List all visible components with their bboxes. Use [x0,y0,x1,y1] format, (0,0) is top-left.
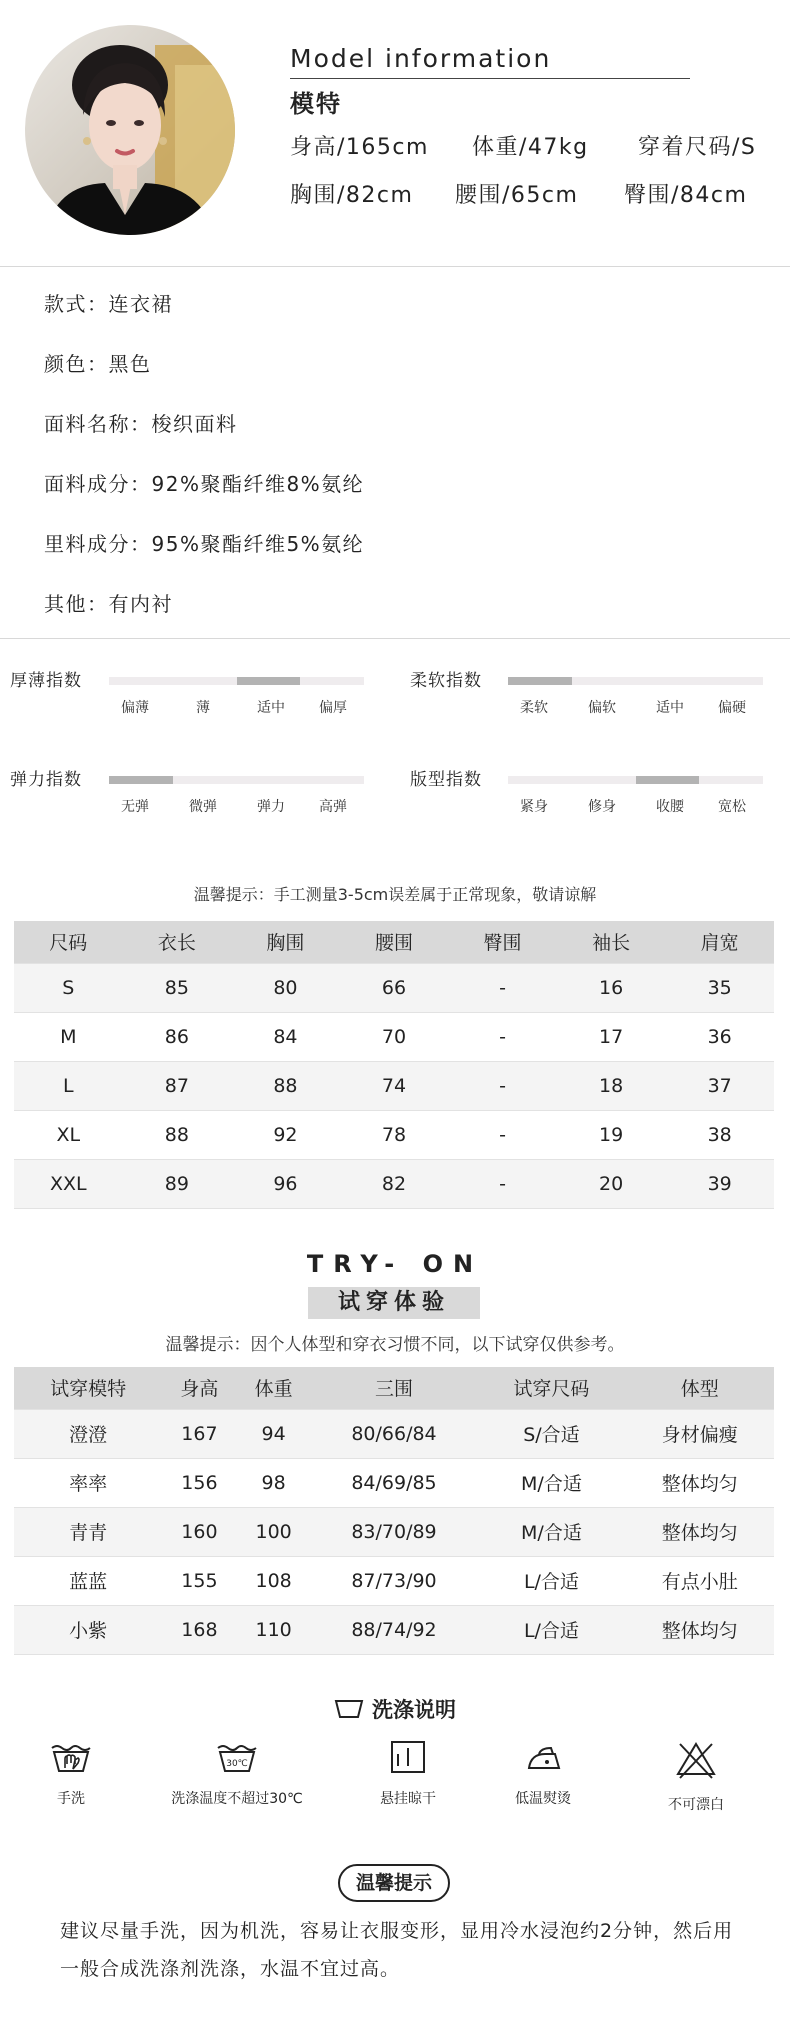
model-subtitle: 模特 [290,90,342,118]
tryon-title: TRY- ON [306,1250,484,1278]
size-table-cell: 82 [340,1159,449,1208]
hang-dry-icon [390,1740,426,1774]
spec-fabric-name: 面料名称：梭织面料 [44,412,238,436]
size-table-header-cell: 腰围 [340,921,449,963]
index-bar [508,776,763,784]
index-tick-label: 偏硬 [718,700,746,716]
index-tick-label: 微弹 [189,799,217,815]
index-bar [508,677,763,685]
table-row [14,1110,774,1159]
index-tick-label: 弹力 [257,799,285,815]
wash-item-iron-low [468,1740,618,1808]
tryon-table-cell: 156 [162,1458,236,1507]
table-row [14,1507,774,1556]
index-bar [109,776,364,784]
size-table-cell: 70 [340,1012,449,1061]
tryon-table-cell: 94 [237,1409,311,1458]
tryon-table-cell: 蓝蓝 [14,1556,162,1605]
index-tick-label: 偏厚 [319,700,347,716]
wash-label-iron-low: 低温熨烫 [515,1791,571,1807]
tryon-table [14,1367,774,1655]
wash-30-icon [215,1740,259,1774]
size-table-cell: XXL [14,1159,123,1208]
index-label: 厚薄指数 [10,671,82,691]
tryon-table-cell: 168 [162,1605,236,1654]
size-table-cell: XL [14,1110,123,1159]
wash-item-hand-wash [0,1740,146,1808]
table-row [14,1458,774,1507]
size-table-cell: 78 [340,1110,449,1159]
tryon-table-cell: M/合适 [477,1458,625,1507]
size-table-cell: S [14,963,123,1012]
tryon-table-cell: 身材偏瘦 [626,1409,774,1458]
size-table-cell: 80 [231,963,340,1012]
spec-lining-composition: 里料成分：95%聚酯纤维5%氨纶 [44,532,365,556]
index-tick-label: 修身 [588,799,616,815]
model-waist: 腰围/65cm [455,183,579,208]
index-bar-fill [508,677,572,685]
tryon-table-cell: 100 [237,1507,311,1556]
size-table-cell: 17 [557,1012,666,1061]
size-table-cell: 19 [557,1110,666,1159]
size-table [14,921,774,1209]
spec-other: 其他：有内衬 [44,592,173,616]
model-avatar [25,25,235,235]
size-table-cell: L [14,1061,123,1110]
tryon-table-header-cell: 试穿尺码 [477,1367,625,1409]
size-table-cell: - [448,963,557,1012]
size-table-cell: - [448,1061,557,1110]
index-label: 柔软指数 [410,671,482,691]
table-row [14,1012,774,1061]
size-table-cell: M [14,1012,123,1061]
tips-title: 温馨提示 [338,1864,450,1902]
tryon-subtitle: 试穿体验 [308,1287,480,1319]
tryon-table-cell: 155 [162,1556,236,1605]
section-divider [0,266,790,267]
tryon-table-cell: S/合适 [477,1409,625,1458]
tryon-table-cell: M/合适 [477,1507,625,1556]
size-table-cell: 38 [665,1110,774,1159]
index-bar-fill [109,776,173,784]
tryon-table-cell: 整体均匀 [626,1507,774,1556]
model-hip: 臀围/84cm [624,183,748,208]
index-tick-label: 适中 [656,700,684,716]
wash-label-no-bleach: 不可漂白 [668,1797,724,1813]
tryon-table-header-cell: 三围 [311,1367,478,1409]
size-table-cell: 88 [231,1061,340,1110]
index-tick-label: 高弹 [319,799,347,815]
washing-title [0,1694,790,1726]
index-tick-label: 无弹 [121,799,149,815]
size-table-header-cell: 衣长 [123,921,232,963]
spec-fabric-composition: 面料成分：92%聚酯纤维8%氨纶 [44,472,365,496]
tryon-table-header [14,1367,774,1409]
table-row [14,1605,774,1654]
tryon-table-cell: L/合适 [477,1556,625,1605]
wash-label-hang-dry: 悬挂晾干 [380,1791,436,1807]
size-table-cell: 18 [557,1061,666,1110]
index-label: 弹力指数 [10,770,82,790]
size-table-header-cell: 袖长 [557,921,666,963]
tryon-table-cell: 澄澄 [14,1409,162,1458]
table-row [14,1159,774,1208]
size-table-cell: 88 [123,1110,232,1159]
tips-text: 建议尽量手洗，因为机洗，容易让衣服变形，显用冷水浸泡约2分钟，然后用一般合成洗涤剂洗涤，水温不宜过高。 [60,1920,734,1980]
model-size: 穿着尺码/S [638,135,757,160]
tryon-table-header-cell: 身高 [162,1367,236,1409]
tryon-table-header-cell: 体重 [237,1367,311,1409]
tryon-table-cell: 88/74/92 [311,1605,478,1654]
tryon-table-cell: 98 [237,1458,311,1507]
size-table-cell: 84 [231,1012,340,1061]
size-table-header-cell: 尺码 [14,921,123,963]
tryon-table-cell: 83/70/89 [311,1507,478,1556]
tryon-table-header-cell: 体型 [626,1367,774,1409]
size-table-cell: 89 [123,1159,232,1208]
size-table-cell: 37 [665,1061,774,1110]
spec-color: 颜色：黑色 [44,352,152,376]
index-tick-label: 适中 [257,700,285,716]
index-tick-label: 薄 [196,700,210,716]
size-table-cell: 74 [340,1061,449,1110]
model-weight: 体重/47kg [472,135,589,160]
tryon-table-cell: 整体均匀 [626,1458,774,1507]
index-tick-label: 偏软 [588,700,616,716]
iron-low-icon [521,1740,565,1774]
size-table-note: 温馨提示：手工测量3-5cm误差属于正常现象，敬请谅解 [193,885,597,904]
size-table-cell: - [448,1012,557,1061]
size-table-cell: - [448,1159,557,1208]
tryon-table-cell: 青青 [14,1507,162,1556]
tryon-table-cell: 87/73/90 [311,1556,478,1605]
tryon-table-cell: 整体均匀 [626,1605,774,1654]
tryon-table-cell: 110 [237,1605,311,1654]
table-row [14,1556,774,1605]
index-label: 版型指数 [410,770,482,790]
tryon-table-cell: 167 [162,1409,236,1458]
index-bar-fill [636,776,700,784]
tryon-table-cell: 80/66/84 [311,1409,478,1458]
size-table-cell: 20 [557,1159,666,1208]
index-tick-label: 宽松 [718,799,746,815]
section-divider [0,638,790,639]
wash-basin-icon [334,1697,364,1721]
size-table-header-cell: 肩宽 [665,921,774,963]
size-table-cell: 96 [231,1159,340,1208]
wash-temp-label: 30℃ [226,1759,248,1769]
model-title: Model information [290,44,552,73]
size-table-cell: 85 [123,963,232,1012]
model-info-section [0,0,790,266]
index-bar-fill [237,677,301,685]
index-tick-label: 收腰 [656,799,684,815]
tryon-table-cell: L/合适 [477,1605,625,1654]
wash-item-no-bleach [621,1740,771,1814]
hand-wash-icon [49,1740,93,1774]
wash-item-hang-dry [333,1740,483,1808]
tryon-table-cell: 小紫 [14,1605,162,1654]
tryon-table-cell: 率率 [14,1458,162,1507]
wash-item-30-degrees [162,1740,312,1808]
tryon-table-cell: 84/69/85 [311,1458,478,1507]
tryon-table-cell: 160 [162,1507,236,1556]
wash-label-hand-wash: 手洗 [57,1791,85,1807]
model-bust: 胸围/82cm [290,183,414,208]
size-table-cell: 87 [123,1061,232,1110]
size-table-cell: 39 [665,1159,774,1208]
size-table-header [14,921,774,963]
size-table-cell: 86 [123,1012,232,1061]
washing-title-text: 洗涤说明 [372,1698,456,1722]
table-row [14,963,774,1012]
size-table-cell: 36 [665,1012,774,1061]
tryon-table-header-cell: 试穿模特 [14,1367,162,1409]
index-bar [109,677,364,685]
tryon-note: 温馨提示：因个人体型和穿衣习惯不同，以下试穿仅供参考。 [165,1335,625,1355]
index-tick-label: 偏薄 [121,700,149,716]
wash-label-30-degrees: 洗涤温度不超过30℃ [171,1791,303,1807]
model-title-underline [290,78,690,79]
size-table-cell: 66 [340,963,449,1012]
table-row [14,1409,774,1458]
tryon-table-cell: 108 [237,1556,311,1605]
index-tick-label: 紧身 [520,799,548,815]
spec-style: 款式：连衣裙 [44,292,173,316]
size-table-cell: 16 [557,963,666,1012]
size-table-cell: - [448,1110,557,1159]
size-table-cell: 92 [231,1110,340,1159]
table-row [14,1061,774,1110]
index-tick-label: 柔软 [520,700,548,716]
size-table-header-cell: 臀围 [448,921,557,963]
model-height: 身高/165cm [290,135,429,160]
size-table-cell: 35 [665,963,774,1012]
tryon-table-cell: 有点小肚 [626,1556,774,1605]
no-bleach-icon [674,1740,718,1780]
size-table-header-cell: 胸围 [231,921,340,963]
